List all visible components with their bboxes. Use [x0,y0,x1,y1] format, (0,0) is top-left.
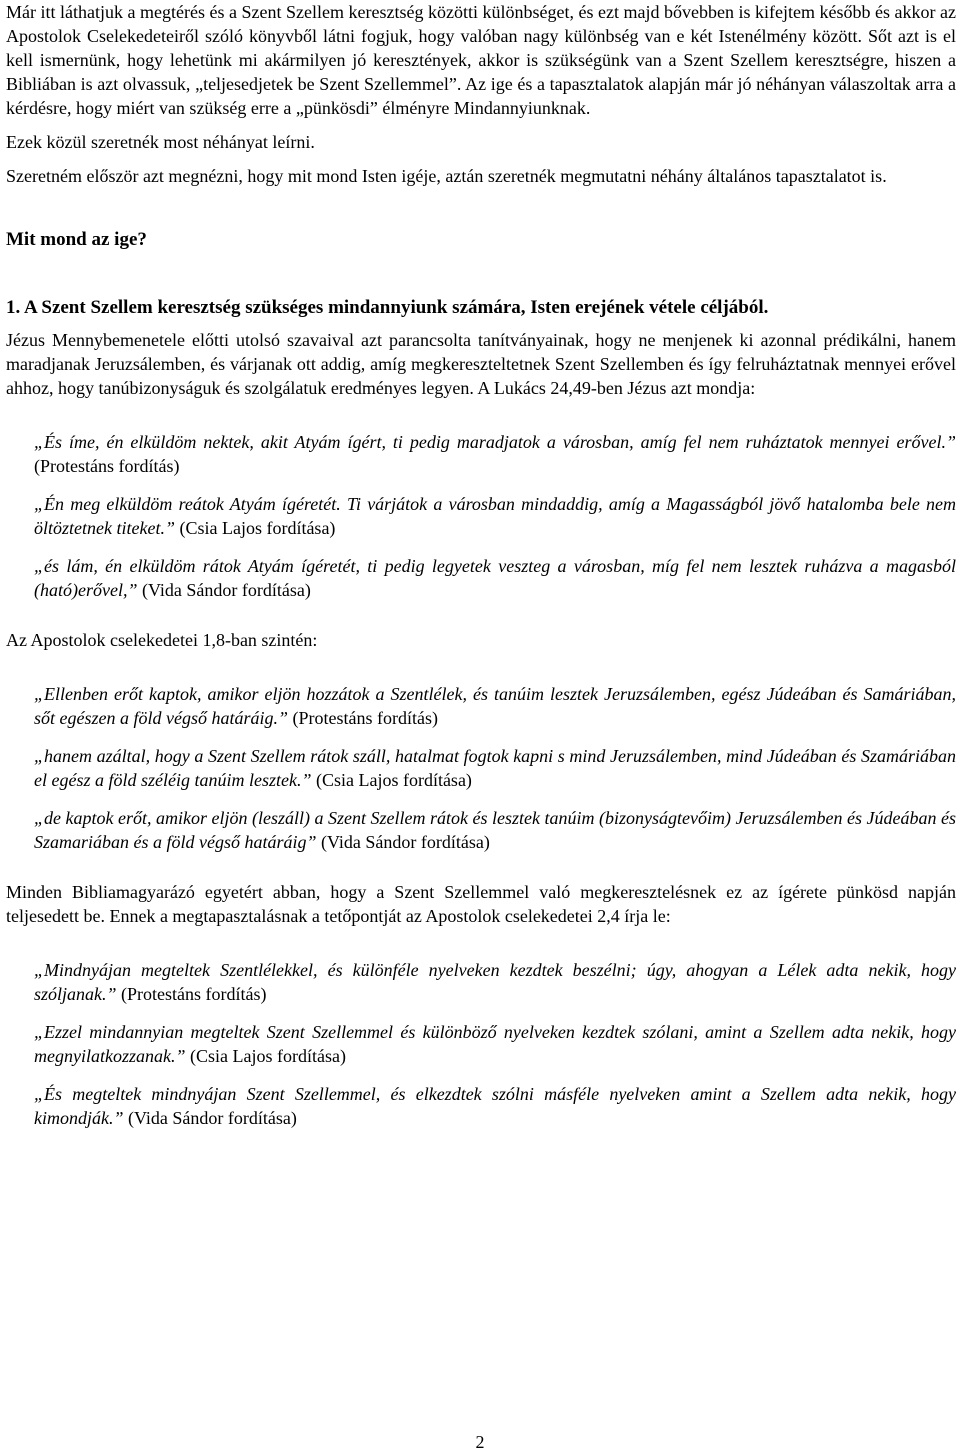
quote-acts18-csia: „hanem azáltal, hogy a Szent Szellem rátok száll, hatalmat fogtok kapni s mind Jeruzsálemben, mind Júdeában és Szamáriában el egész a föld széléig tanúim lesztek.” (Csia Lajos fordítása) [34,746,956,790]
quote-acts18-protestant: „Ellenben erőt kaptok, amikor eljön hozzátok a Szentlélek, és tanúim lesztek Jeruzsálemben, egész Júdeában és Samáriában, sőt egészen a föld végső határáig.” (Protestáns fordítás) [34,684,956,728]
quote-acts24-protestant: „Mindnyájan megteltek Szentlélekkel, és különféle nyelveken kezdtek beszélni; úgy, ahogyan a Lélek adta nekik, hogy szóljanak.” (Protestáns fordítás) [34,960,956,1004]
apcs-paragraph: Az Apostolok cselekedetei 1,8-ban szintén: [6,630,318,650]
page-number: 2 [475,1432,485,1452]
heading-point-1: 1. A Szent Szellem keresztség szükséges mindannyiunk számára, Isten erejének vétele céljából. [6,297,769,318]
szeretnem-paragraph: Szeretném először azt megnézni, hogy mit mond Isten igéje, aztán szeretnék megmutatni néhány általános tapasztalatot is. [6,166,887,186]
ezek-paragraph: Ezek közül szeretnék most néhányat leírni. [6,132,315,152]
heading-mit-mond: Mit mond az ige? [6,229,147,250]
document-page [6,0,956,1130]
quote-acts18-vida: „de kaptok erőt, amikor eljön (leszáll) a Szent Szellem rátok és lesztek tanúim (bizonyságtevőim) Jeruzsálemben és Júdeában és Szamariában és a föld végső határáig” (Vida Sándor fordítása) [34,808,956,852]
quote-luk-protestant: „És íme, én elküldöm nektek, akit Atyám ígért, ti pedig maradjatok a városban, amíg fel nem ruháztatok mennyei erővel.” (Protestáns fordítás) [34,432,956,476]
intro-paragraph: Már itt láthatjuk a megtérés és a Szent Szellem keresztség közötti különbséget, és ezt majd bővebben is kifejtem később és akkor az Apostolok Cselekedeteiről szóló könyvből látni fogjuk, hogy valóban nagy különbség van e két Istenélmény között. Sőt azt is el kell ismernünk, hogy lehetünk mi akármilyen jó keresztények, akkor is szükségünk van a Szent Szellem keresztségre, hiszen a Bibliában is azt olvassuk, „teljesedjetek be Szent Szellemmel”. Az ige és a tapasztalatok alapján már jó néhányan válaszoltak arra a kérdésre, hogy miért van szükség erre a „pünkösdi” élményre Mindannyiunknak. [6,2,956,118]
minden-paragraph: Minden Bibliamagyarázó egyetért abban, hogy a Szent Szellemmel való megkeresztelésnek ez az ígérete pünkösd napján teljesedett be. Ennek a megtapasztalásnak a tetőpontját az Apostolok cselekedetei 2,4 írja le: [6,882,956,926]
quote-acts24-vida: „És megteltek mindnyájan Szent Szellemmel, és elkezdtek szólni másféle nyelveken amint a Szellem adta nekik, hogy kimondják.” (Vida Sándor fordítása) [34,1084,956,1128]
quote-luk-vida: „és lám, én elküldöm rátok Atyám ígéretét, ti pedig legyetek veszteg a városban, míg fel nem lesztek ruházva a magasból (ható)erővel,” (Vida Sándor fordítása) [34,556,956,600]
jezus-paragraph: Jézus Mennybemenetele előtti utolsó szavaival azt parancsolta tanítványainak, hogy ne menjenek ki azonnal prédikálni, hanem maradjanak Jeruzsálemben, és várjanak ott addig, amíg megkereszteltetnek Szent Szellemben és így felruháztatnak mennyei erővel ahhoz, hogy tanúbizonyságuk és szolgálatuk eredményes legyen. A Lukács 24,49-ben Jézus azt mondja: [6,330,956,398]
quote-luk-csia: „Én meg elküldöm reátok Atyám ígéretét. Ti várjátok a városban mindaddig, amíg a Magasságból jövő hatalomba bele nem öltöztetnek titeket.” (Csia Lajos fordítása) [34,494,956,538]
quote-acts24-csia: „Ezzel mindannyian megteltek Szent Szellemmel és különböző nyelveken kezdtek szólani, amint a Szellem adta nekik, hogy megnyilatkozzanak.” (Csia Lajos fordítása) [34,1022,956,1066]
